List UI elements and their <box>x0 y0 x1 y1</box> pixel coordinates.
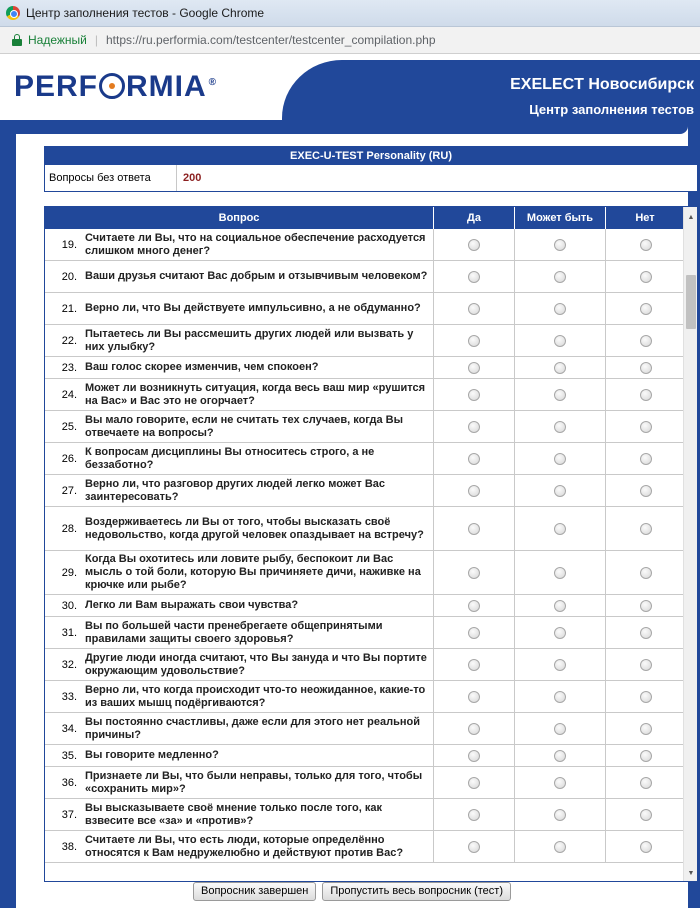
answer-yes-cell <box>434 713 515 744</box>
scroll-thumb[interactable] <box>686 275 696 329</box>
answer-maybe-cell <box>515 767 606 798</box>
answer-maybe-cell <box>515 411 606 442</box>
question-row <box>45 293 685 325</box>
question-row <box>45 551 685 595</box>
answer-yes-cell <box>434 767 515 798</box>
answer-maybe-radio[interactable] <box>554 523 566 535</box>
answer-no-cell <box>606 745 685 766</box>
frame-left <box>0 120 16 908</box>
answer-maybe-radio[interactable] <box>554 421 566 433</box>
question-row <box>45 745 685 767</box>
answer-no-radio[interactable] <box>640 691 652 703</box>
question-text: Считаете ли Вы, что на социальное обеспечение расходуется слишком много денег? <box>83 229 434 260</box>
answer-yes-radio[interactable] <box>468 627 480 639</box>
question-row <box>45 229 685 261</box>
answer-yes-cell <box>434 799 515 830</box>
answer-no-cell <box>606 507 685 550</box>
answer-no-cell <box>606 379 685 410</box>
answer-yes-cell <box>434 681 515 712</box>
main-content <box>16 120 695 908</box>
question-number: 28. <box>61 522 77 535</box>
answer-no-cell <box>606 767 685 798</box>
answer-no-cell <box>606 443 685 474</box>
answer-no-radio[interactable] <box>640 335 652 347</box>
answer-no-radio[interactable] <box>640 523 652 535</box>
answer-maybe-cell <box>515 475 606 506</box>
question-number: 33. <box>61 690 77 703</box>
answer-no-cell <box>606 551 685 594</box>
answer-yes-radio[interactable] <box>468 453 480 465</box>
answer-yes-radio[interactable] <box>468 389 480 401</box>
answer-maybe-radio[interactable] <box>554 362 566 374</box>
answer-yes-cell <box>434 617 515 648</box>
answer-no-radio[interactable] <box>640 750 652 762</box>
window-titlebar <box>0 0 700 27</box>
question-number: 38. <box>61 840 77 853</box>
answer-maybe-radio[interactable] <box>554 567 566 579</box>
answer-no-radio[interactable] <box>640 567 652 579</box>
column-header-maybe: Может быть <box>515 207 606 229</box>
answer-no-cell <box>606 411 685 442</box>
answer-maybe-radio[interactable] <box>554 659 566 671</box>
answer-maybe-cell <box>515 595 606 616</box>
question-row <box>45 357 685 379</box>
question-number: 37. <box>61 808 77 821</box>
question-text: Верно ли, что Вы действуете импульсивно, а не обдуманно? <box>83 293 434 324</box>
answer-yes-radio[interactable] <box>468 303 480 315</box>
answer-maybe-cell <box>515 745 606 766</box>
question-row <box>45 713 685 745</box>
answer-maybe-radio[interactable] <box>554 335 566 347</box>
questions-list <box>45 229 685 863</box>
answer-yes-cell <box>434 507 515 550</box>
answer-yes-radio[interactable] <box>468 691 480 703</box>
answer-yes-radio[interactable] <box>468 239 480 251</box>
question-number: 21. <box>61 302 77 315</box>
answer-maybe-radio[interactable] <box>554 777 566 789</box>
answer-maybe-cell <box>515 293 606 324</box>
answer-yes-cell <box>434 595 515 616</box>
question-row <box>45 507 685 551</box>
question-row <box>45 261 685 293</box>
answer-maybe-cell <box>515 551 606 594</box>
answer-no-radio[interactable] <box>640 362 652 374</box>
question-number: 20. <box>61 270 77 283</box>
question-row <box>45 681 685 713</box>
answer-maybe-radio[interactable] <box>554 627 566 639</box>
answer-no-radio[interactable] <box>640 723 652 735</box>
question-number: 25. <box>61 420 77 433</box>
column-header-question: Вопрос <box>45 207 434 229</box>
answer-yes-radio[interactable] <box>468 777 480 789</box>
answer-no-cell <box>606 293 685 324</box>
answer-maybe-radio[interactable] <box>554 723 566 735</box>
answer-yes-cell <box>434 475 515 506</box>
answer-yes-radio[interactable] <box>468 841 480 853</box>
answer-maybe-cell <box>515 799 606 830</box>
answer-yes-radio[interactable] <box>468 335 480 347</box>
answer-yes-radio[interactable] <box>468 567 480 579</box>
answer-maybe-cell <box>515 229 606 260</box>
answer-no-radio[interactable] <box>640 659 652 671</box>
answer-yes-cell <box>434 261 515 292</box>
answer-maybe-radio[interactable] <box>554 239 566 251</box>
scroll-down-arrow-icon[interactable]: ▼ <box>687 869 695 877</box>
answer-no-cell <box>606 799 685 830</box>
lock-icon <box>12 34 22 46</box>
answer-no-radio[interactable] <box>640 303 652 315</box>
answer-yes-cell <box>434 411 515 442</box>
answer-no-cell <box>606 681 685 712</box>
address-bar[interactable] <box>0 27 700 54</box>
question-text: Воздерживаетесь ли Вы от того, чтобы высказать своё недовольство, когда другой человек опаздывает на встречу? <box>83 507 434 550</box>
answer-yes-cell <box>434 229 515 260</box>
answer-no-radio[interactable] <box>640 389 652 401</box>
question-number: 35. <box>61 749 77 762</box>
answer-maybe-cell <box>515 649 606 680</box>
answer-maybe-cell <box>515 357 606 378</box>
answer-yes-cell <box>434 357 515 378</box>
question-text: Может ли возникнуть ситуация, когда весь ваш мир «рушится на Вас» и Вас это не огорчает? <box>83 379 434 410</box>
unanswered-row <box>45 165 697 191</box>
logo-o-mark-icon <box>99 73 125 99</box>
answer-maybe-radio[interactable] <box>554 809 566 821</box>
question-row <box>45 767 685 799</box>
header-subtitle: Центр заполнения тестов <box>529 102 694 117</box>
answer-no-cell <box>606 831 685 862</box>
answer-yes-radio[interactable] <box>468 809 480 821</box>
question-number: 26. <box>61 452 77 465</box>
answer-yes-radio[interactable] <box>468 750 480 762</box>
question-number: 22. <box>61 334 77 347</box>
question-text: Считаете ли Вы, что есть люди, которые определённо относятся к Вам недружелюбно и действуют против Вас? <box>83 831 434 862</box>
answer-maybe-radio[interactable] <box>554 453 566 465</box>
question-number: 31. <box>61 626 77 639</box>
answer-no-radio[interactable] <box>640 421 652 433</box>
header-title: EXELECT Новосибирск <box>510 76 694 93</box>
chrome-icon <box>6 6 20 20</box>
question-text: Вы постоянно счастливы, даже если для этого нет реальной причины? <box>83 713 434 744</box>
answer-yes-cell <box>434 325 515 356</box>
unanswered-label: Вопросы без ответа <box>45 165 177 191</box>
answer-maybe-radio[interactable] <box>554 303 566 315</box>
question-text: Верно ли, что когда происходит что-то неожиданное, какие-то из ваших мышц подёргиваются? <box>83 681 434 712</box>
answer-yes-radio[interactable] <box>468 362 480 374</box>
answer-yes-radio[interactable] <box>468 523 480 535</box>
answer-maybe-radio[interactable] <box>554 389 566 401</box>
answer-no-radio[interactable] <box>640 600 652 612</box>
answer-maybe-cell <box>515 617 606 648</box>
scrollbar[interactable] <box>683 207 697 882</box>
answer-maybe-radio[interactable] <box>554 750 566 762</box>
answer-no-radio[interactable] <box>640 809 652 821</box>
answer-maybe-cell <box>515 681 606 712</box>
question-row <box>45 831 685 863</box>
question-number: 19. <box>61 238 77 251</box>
answer-no-cell <box>606 357 685 378</box>
question-number: 30. <box>61 599 77 612</box>
answer-yes-cell <box>434 745 515 766</box>
question-text: К вопросам дисциплины Вы относитесь строго, а не беззаботно? <box>83 443 434 474</box>
answer-no-radio[interactable] <box>640 271 652 283</box>
question-number: 36. <box>61 776 77 789</box>
answer-maybe-radio[interactable] <box>554 691 566 703</box>
answer-yes-radio[interactable] <box>468 485 480 497</box>
question-number: 34. <box>61 722 77 735</box>
column-header-yes: Да <box>434 207 515 229</box>
questions-panel <box>44 206 698 882</box>
question-text: Верно ли, что разговор других людей легко может Вас заинтересовать? <box>83 475 434 506</box>
answer-no-cell <box>606 229 685 260</box>
answer-no-cell <box>606 595 685 616</box>
answer-no-radio[interactable] <box>640 777 652 789</box>
answer-maybe-cell <box>515 443 606 474</box>
answer-maybe-cell <box>515 379 606 410</box>
question-row <box>45 799 685 831</box>
question-row <box>45 649 685 681</box>
answer-no-cell <box>606 649 685 680</box>
answer-yes-radio[interactable] <box>468 271 480 283</box>
answer-maybe-cell <box>515 507 606 550</box>
answer-no-radio[interactable] <box>640 453 652 465</box>
question-row <box>45 411 685 443</box>
answer-maybe-radio[interactable] <box>554 600 566 612</box>
answer-yes-cell <box>434 831 515 862</box>
skip-test-button[interactable]: Пропустить весь вопросник (тест) <box>322 882 511 901</box>
answer-yes-radio[interactable] <box>468 723 480 735</box>
answer-maybe-cell <box>515 831 606 862</box>
answer-no-cell <box>606 617 685 648</box>
answer-maybe-radio[interactable] <box>554 271 566 283</box>
page-header <box>0 54 700 120</box>
answer-maybe-cell <box>515 713 606 744</box>
answer-maybe-radio[interactable] <box>554 485 566 497</box>
answer-yes-radio[interactable] <box>468 421 480 433</box>
answer-yes-radio[interactable] <box>468 600 480 612</box>
top-strip <box>16 120 688 134</box>
question-text: Вы мало говорите, если не считать тех случаев, когда Вы отвечаете на вопросы? <box>83 411 434 442</box>
question-text: Когда Вы охотитесь или ловите рыбу, беспокоит ли Вас мысль о той боли, которую Вы причиняете дичи, наживке на крючке или рыбе? <box>83 551 434 594</box>
question-row <box>45 443 685 475</box>
answer-no-radio[interactable] <box>640 485 652 497</box>
question-text: Ваш голос скорее изменчив, чем спокоен? <box>83 357 434 378</box>
finish-button[interactable]: Вопросник завершен <box>193 882 316 901</box>
performia-logo: PERF RMIA ® <box>14 70 218 103</box>
address-separator: | <box>94 33 98 47</box>
question-text: Другие люди иногда считают, что Вы зануда и что Вы портите окружающим удовольствие? <box>83 649 434 680</box>
secure-label: Надежный <box>28 33 87 47</box>
unanswered-count: 200 <box>183 172 202 184</box>
answer-no-radio[interactable] <box>640 239 652 251</box>
question-row <box>45 325 685 357</box>
answer-no-cell <box>606 713 685 744</box>
answer-yes-cell <box>434 443 515 474</box>
test-info-box <box>44 146 698 192</box>
answer-yes-cell <box>434 551 515 594</box>
questions-header <box>45 207 685 229</box>
question-number: 29. <box>61 566 77 579</box>
column-header-no: Нет <box>606 207 685 229</box>
question-row <box>45 617 685 649</box>
answer-yes-cell <box>434 649 515 680</box>
answer-no-cell <box>606 261 685 292</box>
question-text: Вы высказываете своё мнение только после того, как взвесите все «за» и «против»? <box>83 799 434 830</box>
question-row <box>45 475 685 507</box>
question-number: 23. <box>61 361 77 374</box>
button-row <box>16 878 688 904</box>
question-number: 27. <box>61 484 77 497</box>
question-text: Вы по большей части пренебрегаете общепринятыми правилами защиты своего здоровья? <box>83 617 434 648</box>
answer-no-radio[interactable] <box>640 627 652 639</box>
answer-maybe-cell <box>515 261 606 292</box>
question-row <box>45 379 685 411</box>
url-text[interactable]: https://ru.performia.com/testcenter/testcenter_compilation.php <box>106 33 436 47</box>
answer-no-cell <box>606 475 685 506</box>
question-row <box>45 595 685 617</box>
question-text: Легко ли Вам выражать свои чувства? <box>83 595 434 616</box>
test-name: EXEC-U-TEST Personality (RU) <box>45 147 697 165</box>
question-number: 24. <box>61 388 77 401</box>
scroll-up-arrow-icon[interactable]: ▲ <box>687 213 695 221</box>
question-text: Вы говорите медленно? <box>83 745 434 766</box>
answer-yes-cell <box>434 379 515 410</box>
answer-no-radio[interactable] <box>640 841 652 853</box>
question-text: Пытаетесь ли Вы рассмешить других людей или вызвать у них улыбку? <box>83 325 434 356</box>
answer-maybe-cell <box>515 325 606 356</box>
question-number: 32. <box>61 658 77 671</box>
answer-yes-radio[interactable] <box>468 659 480 671</box>
answer-no-cell <box>606 325 685 356</box>
answer-yes-cell <box>434 293 515 324</box>
question-text: Признаете ли Вы, что были неправы, только для того, чтобы «сохранить мир»? <box>83 767 434 798</box>
answer-maybe-radio[interactable] <box>554 841 566 853</box>
header-banner <box>282 60 700 126</box>
question-text: Ваши друзья считают Вас добрым и отзывчивым человеком? <box>83 261 434 292</box>
window-title: Центр заполнения тестов - Google Chrome <box>26 6 265 20</box>
